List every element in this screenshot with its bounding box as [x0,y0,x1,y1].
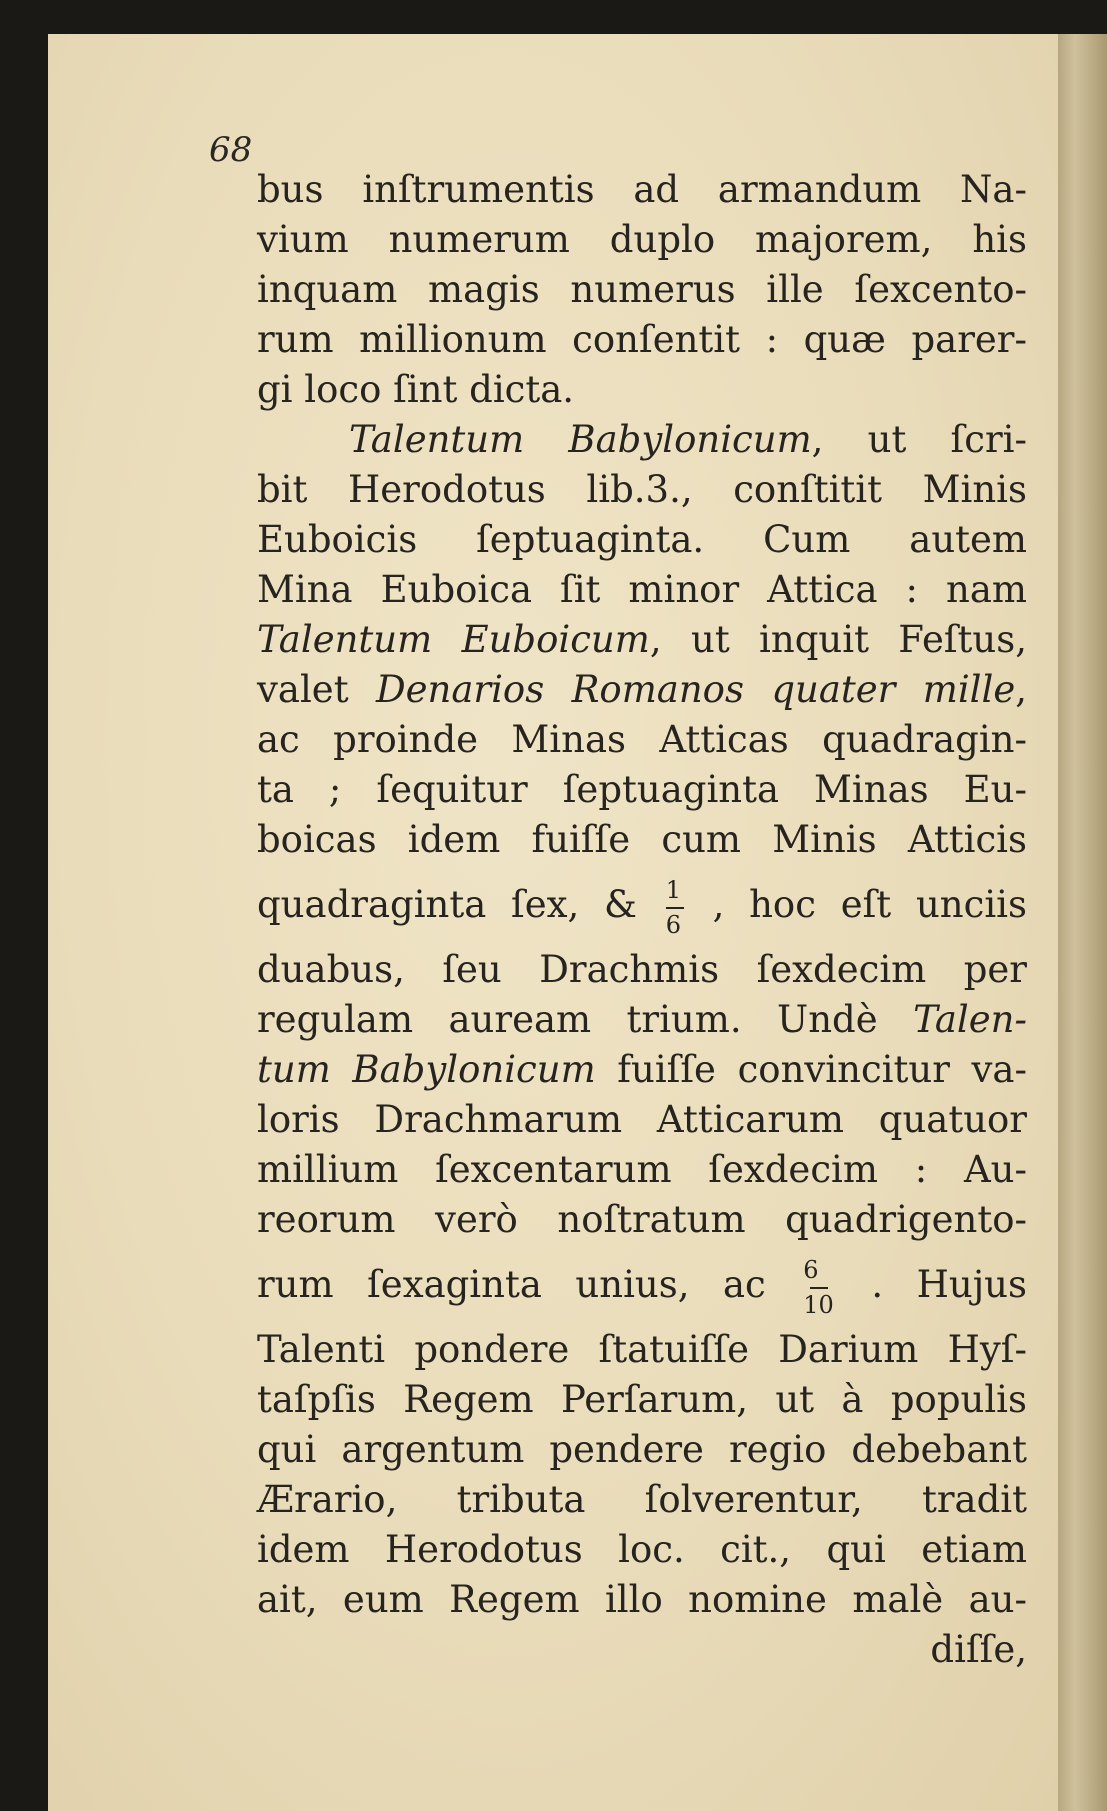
text-line: ta ; ſequitur ſeptuaginta Minas Eu- [257,768,1027,811]
text-line: Talentum Babylonicum, ut ſcri- [349,418,1027,461]
fraction-bar [666,907,684,909]
text-line: taſpſis Regem Perſarum, ut à populis [257,1378,1027,1421]
fraction-line: quadraginta ſex, & $\frac{1}{6}$ , hoc eſt unciis [257,876,1027,939]
body-text [257,165,1027,1675]
text-line: loris Drachmarum Atticarum quatuor [257,1098,1027,1141]
text-line: regulam auream trium. Undè Talen- [257,998,1027,1041]
text-line: gi loco ſint dicta. [257,368,575,411]
page-gutter [1058,34,1107,1811]
text-line: idem Herodotus loc. cit., qui etiam [257,1528,1027,1571]
text-line: qui argentum pendere regio debebant [257,1428,1027,1471]
catchword: diſſe, [930,1628,1027,1671]
text-line: Euboicis ſeptuaginta. Cum autem [257,518,1027,561]
text-line: millium ſexcentarum ſexdecim : Au- [257,1148,1027,1191]
text-line: ait, eum Regem illo nomine malè au- [257,1578,1027,1621]
text-line: Talentum Euboicum, ut inquit Feſtus, [257,618,1027,661]
italic-term: Talen- [913,998,1027,1041]
italic-term: Talentum Babylonicum [349,418,812,461]
text-line: Talenti pondere ſtatuiſſe Darium Hyſ- [257,1328,1027,1371]
fraction: $\frac{6}{10}$ [803,1256,834,1319]
fraction: $\frac{1}{6}$ [666,878,684,937]
text-line: rum millionum conſentit : quæ parer- [257,318,1027,361]
text-line: inquam magis numerus ille ſexcento- [257,268,1027,311]
text-line: vium numerum duplo majorem, his [257,218,1027,261]
italic-term: Denarios Romanos quater mille [375,668,1016,711]
text-line: Mina Euboica ſit minor Attica : nam [257,568,1027,611]
text-line: tum Babylonicum fuiſſe convincitur va- [257,1048,1027,1091]
text-line: ac proinde Minas Atticas quadragin- [257,718,1027,761]
fraction-bar [810,1287,828,1289]
text-line: bit Herodotus lib.3., conſtitit Minis [257,468,1027,511]
page-number: 68 [209,130,253,170]
text-line: duabus, ſeu Drachmis ſexdecim per [257,948,1027,991]
text-line: valet Denarios Romanos quater mille, [257,668,1027,711]
italic-term: tum Babylonicum [257,1048,596,1091]
text-line: reorum verò noſtratum quadrigento- [257,1198,1027,1241]
italic-term: Talentum Euboicum [257,618,650,661]
text-line: Ærario, tributa ſolverentur, tradit [257,1478,1027,1521]
text-line: boicas idem fuiſſe cum Minis Atticis [257,818,1027,861]
text-line: bus inſtrumentis ad armandum Na- [257,168,1027,211]
fraction-line: rum ſexaginta unius, ac $\frac{6}{10}$ . Hujus [257,1256,1027,1319]
